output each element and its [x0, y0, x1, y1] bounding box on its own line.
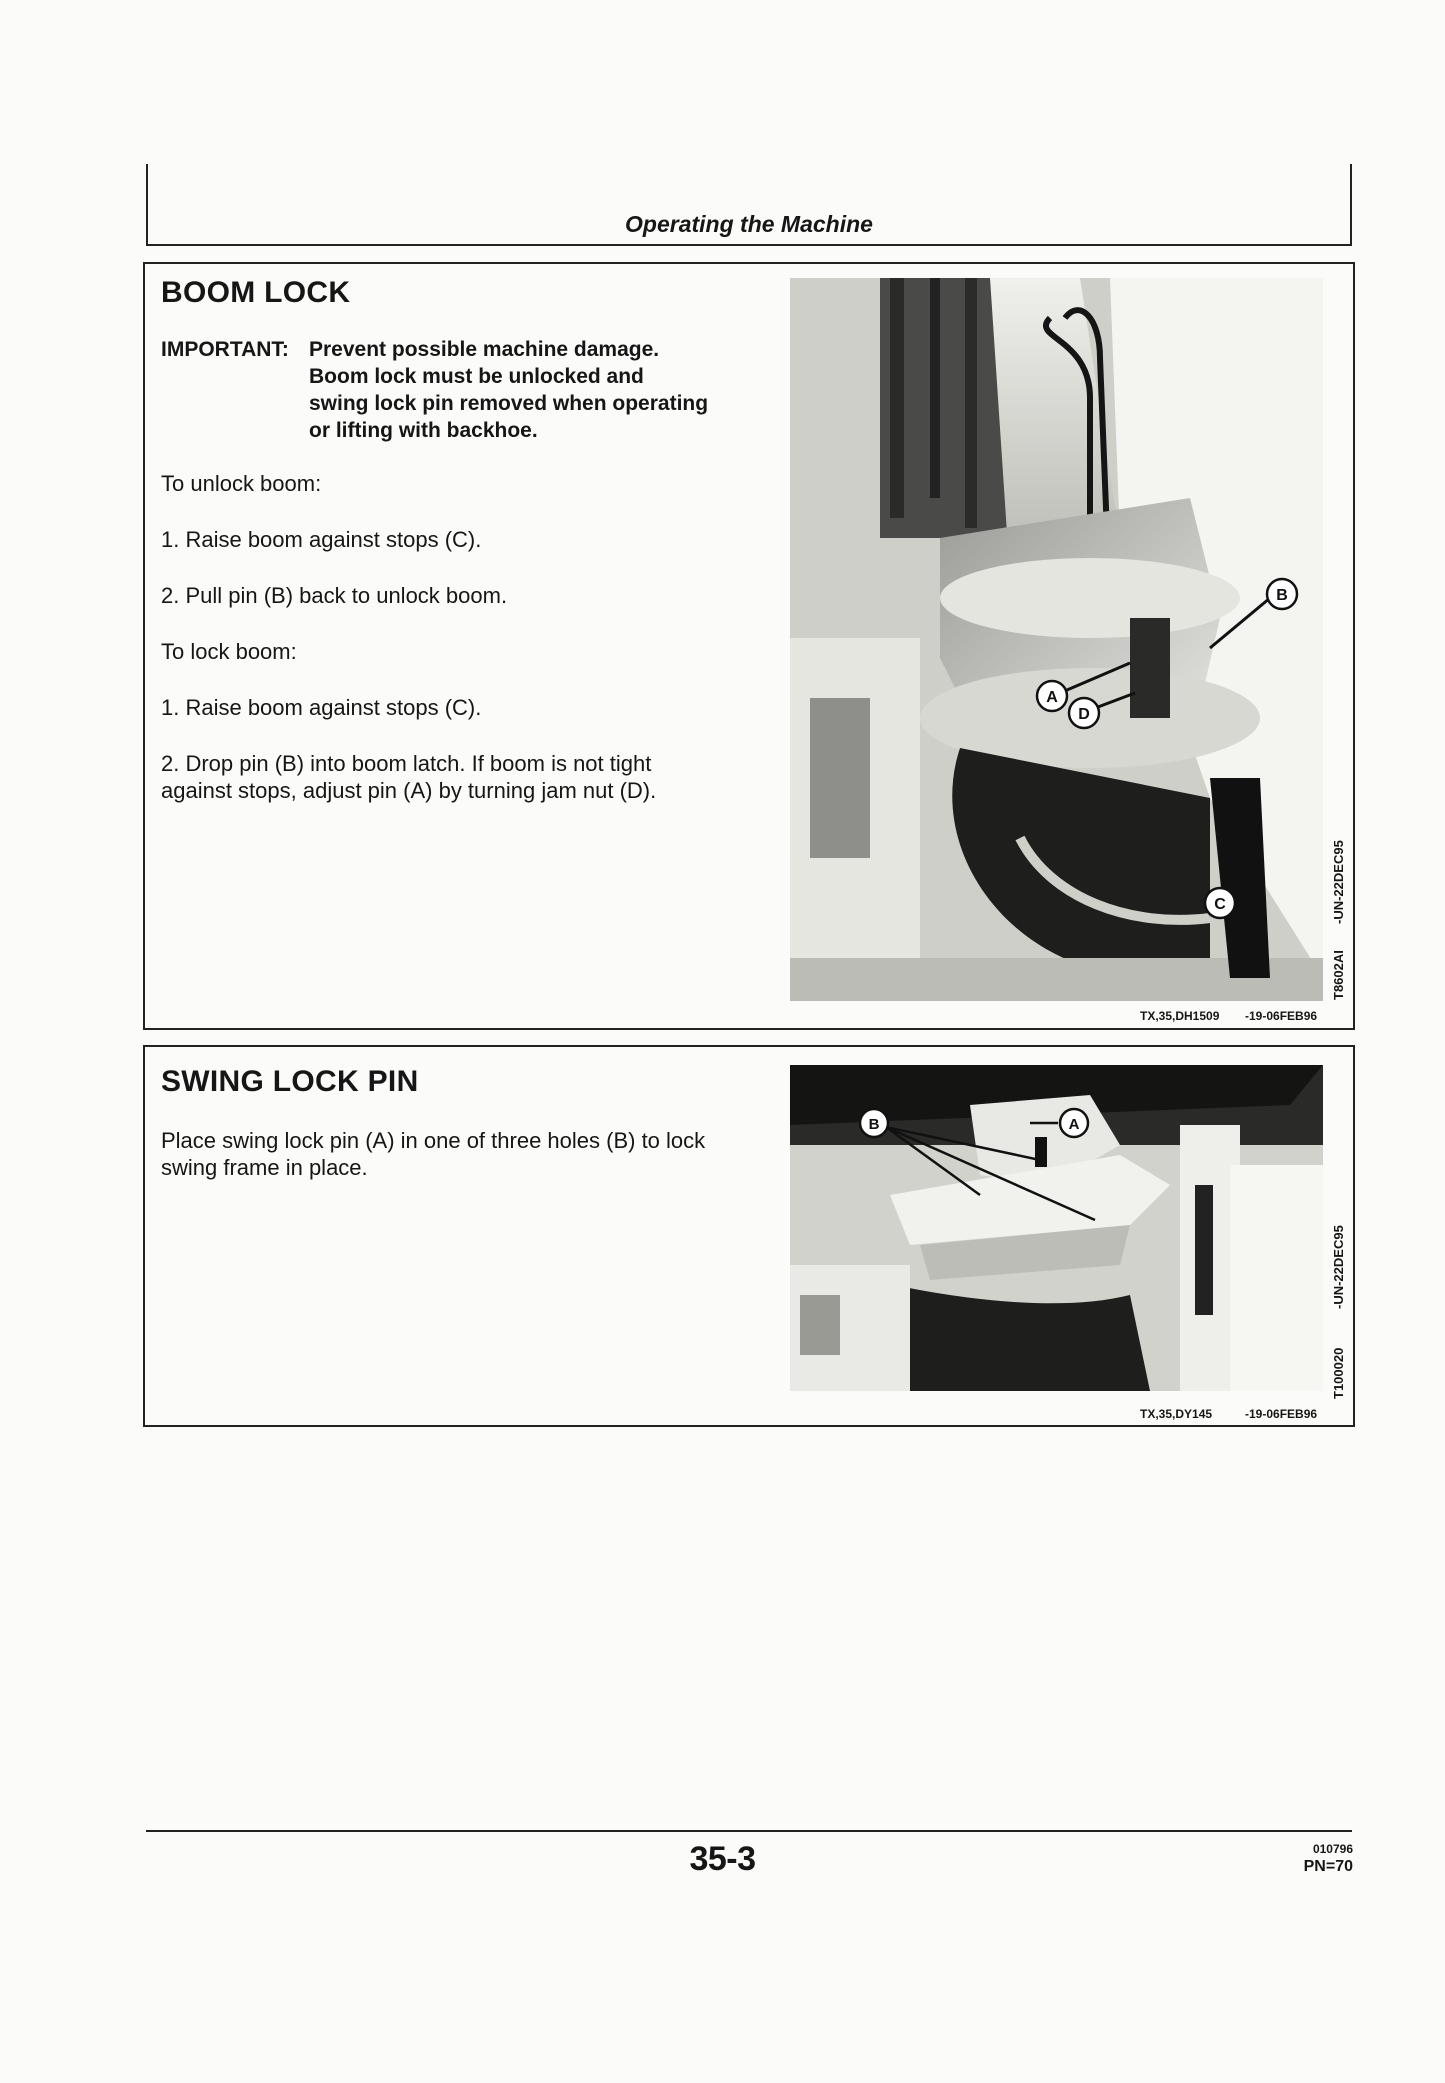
- photo-code-1: -UN-22DEC95: [1331, 840, 1346, 924]
- photo-caption-date: -19-06FEB96: [1245, 1407, 1318, 1421]
- callout-c: [1205, 888, 1235, 918]
- swing-lock-body-line: Place swing lock pin (A) in one of three holes (B) to lock: [161, 1128, 706, 1153]
- callout-a-label: A: [1046, 689, 1058, 706]
- swing-lock-section: [143, 1045, 1355, 1427]
- callout-a-label: A: [1068, 1116, 1080, 1133]
- swing-lock-illustration: [790, 1065, 1323, 1391]
- boom-lock-photo: [790, 278, 1323, 1001]
- callout-d: [1069, 698, 1099, 728]
- swing-lock-body-line: swing frame in place.: [161, 1155, 368, 1180]
- boom-lock-section: [143, 262, 1355, 1030]
- swing-lock-title: SWING LOCK PIN: [161, 1065, 419, 1098]
- header-title: Operating the Machine: [625, 211, 873, 237]
- important-line: or lifting with backhoe.: [309, 419, 538, 442]
- callout-b: [1267, 579, 1297, 609]
- important-line: Boom lock must be unlocked and: [309, 365, 644, 388]
- boom-lock-title: BOOM LOCK: [161, 276, 351, 309]
- swing-lock-photo: [790, 1065, 1323, 1391]
- page-header-frame: [146, 164, 1352, 246]
- important-notice: [161, 336, 801, 444]
- unlock-step: 2. Pull pin (B) back to unlock boom.: [161, 583, 508, 608]
- photo-caption-id: TX,35,DH1509: [1140, 1009, 1220, 1023]
- footer-rule: [146, 1830, 1352, 1832]
- photo-caption-id: TX,35,DY145: [1140, 1407, 1213, 1421]
- photo-caption-date: -19-06FEB96: [1245, 1009, 1318, 1023]
- page-number: 35-3: [689, 1840, 756, 1878]
- unlock-heading: To unlock boom:: [161, 471, 322, 496]
- footer-pn: PN=70: [1303, 1858, 1353, 1875]
- lock-step-continued: against stops, adjust pin (A) by turning jam nut (D).: [161, 778, 657, 803]
- important-line: Prevent possible machine damage.: [309, 338, 660, 361]
- important-line: swing lock pin removed when operating: [309, 392, 709, 415]
- photo-code-2: T100020: [1331, 1347, 1346, 1399]
- photo-code-2: T8602AI: [1331, 950, 1346, 1000]
- callout-b-label: B: [1276, 587, 1288, 604]
- callout-d-label: D: [1078, 706, 1090, 723]
- callout-b-label: B: [868, 1116, 880, 1133]
- lock-step: 1. Raise boom against stops (C).: [161, 695, 482, 720]
- callout-b: [860, 1109, 888, 1137]
- callout-a: [1037, 681, 1067, 711]
- important-label: IMPORTANT:: [161, 338, 289, 361]
- photo-code-1: -UN-22DEC95: [1331, 1225, 1346, 1309]
- callout-c-label: C: [1214, 896, 1226, 913]
- callout-a: [1060, 1109, 1088, 1137]
- footer-code: 010796: [1312, 1842, 1353, 1856]
- boom-lock-illustration: [790, 278, 1323, 1001]
- lock-step: 2. Drop pin (B) into boom latch. If boom is not tight: [161, 751, 652, 776]
- lock-heading: To lock boom:: [161, 639, 297, 664]
- unlock-step: 1. Raise boom against stops (C).: [161, 527, 482, 552]
